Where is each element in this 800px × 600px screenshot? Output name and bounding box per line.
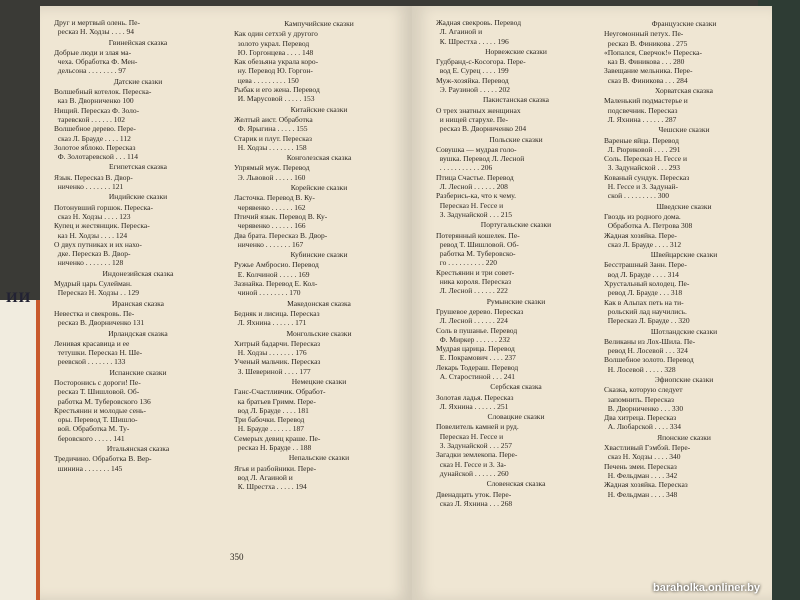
section-heading: Македонская сказка [287,298,351,308]
toc-entry: Крестьянин и три совет- ника короля. Пересказ Л. Лесной . . . . . . 222 [436,267,515,296]
toc-entry: Птица Счастье. Перевод Л. Лесной . . . . . . 208 [436,172,514,192]
toc-entry: Зазнайка. Перевод Е. Кол- чиной . . . . . . . . 170 [234,279,318,298]
section-heading: Гвинейская сказка [108,37,168,47]
toc-entry: Ружье Амбросио. Перевод Е. Колчиной . . . . . 169 [234,260,319,279]
section-heading: Иранская сказка [111,298,165,308]
toc-entry: Мудрый царь Сулейман. Пересказ Н. Ходзы . . 129 [54,279,139,298]
section-heading: Норвежские сказки [485,46,547,56]
section-heading: Словацкие сказки [487,412,545,422]
toc-entry: Желтый аист. Обработка Ф. Ярыгина . . . . . 155 [234,114,313,134]
section-heading: Монгольские сказки [286,328,352,338]
toc-entry: Муж-хозяйка. Перевод Э. Раузиной . . . . . 202 [436,75,510,95]
toc-entry: Упрямый муж. Перевод Э. Львовой . . . . . 160 [234,163,310,182]
toc-entry: Соль. Пересказ Н. Гессе и З. Задунайской . . . 293 [604,154,688,173]
toc-entry: Золотая ладья. Пересказ Л. Яхнина . . . . . . 251 [436,392,514,411]
toc-entry: Бесстрашный Занн. Пере- вод Л. Брауде . . . . 314 [604,260,687,279]
toc-entry: Сказка, которую следует запомнить. Пересказ В. Дворниченко . . . 330 [604,385,684,413]
section-heading: Польские сказки [489,134,543,144]
toc-entry: Великаны из Лох-Шила. Пе- ревод Н. Лосевой . . . 324 [604,336,696,356]
toc-entry: Лекарь Тодераш. Перевод А. Старостиной . . . 241 [436,362,519,381]
toc-entry: Повелитель камней и руд. Пересказ Н. Гессе и З. Задунайской . . . 257 [436,422,519,451]
toc-entry: Гвоздь из родного дома. Обработка А. Петрова 308 [604,211,693,231]
toc-entry: Купец и жестянщик. Переска- каз Н. Ходзы . . . . 124 [54,221,150,240]
toc-entry: О двух путниках и их нахо- дке. Пересказ В. Двор- ниченко . . . . . . . 128 [54,239,142,268]
background-book-text: ИИ [6,290,32,306]
toc-entry: Волшебное золото. Перевод Н. Лосевой . . . . . 328 [604,355,694,374]
toc-entry: Ласточка. Перевод В. Ку- черявенко . . . . . . 162 [234,193,315,212]
toc-entry: Крестьянин и молодые сень- оры. Перевод Т. Шишло- вой. Обработка М. Ту- беровского . . . . . 141 [54,405,146,443]
toc-entry: Завещание мельника. Пере- сказ В. Финикова . . . 284 [604,66,693,85]
section-heading: Швейцарские сказки [650,250,718,260]
section-heading: Египетская сказка [109,162,167,172]
toc-entry: Друг и мертвый олень. Пе- ресказ Н. Ходзы . . . . 94 [54,18,140,37]
toc-entry: Кованый сундук. Пересказ Н. Гессе и З. Задунай- ской . . . . . . . . . 300 [604,172,690,201]
section-heading: Датские сказки [113,76,163,86]
left-page-column-2 [234,18,404,492]
section-heading: Индийские сказки [108,192,168,202]
toc-entry: Ленивая красавица и ее тетушки. Пересказ Н. Ше- реевской . . . . . . . 133 [54,338,143,367]
toc-entry: Невестка и свекровь. Пе- ресказ В. Дворниченко 131 [54,308,145,328]
section-heading: Кубинские сказки [290,250,348,260]
section-heading: Шведские сказки [656,201,712,211]
section-heading: Румынские сказки [486,296,546,306]
toc-entry: Ученый мальчик. Пересказ З. Шевериной . . . . 177 [234,357,321,376]
section-heading: Непальские сказки [288,453,350,463]
toc-entry: Мудрая царица. Перевод Е. Покрамович . . . . 237 [436,344,516,363]
toc-entry: Нищий. Пересказ Ф. Золо- таревской . . . . . . 102 [54,105,140,124]
section-heading: Шотландские сказки [650,326,718,336]
section-heading: Эфиопские сказки [654,374,714,384]
section-heading: Конголезская сказка [286,153,352,163]
toc-entry: Птичий язык. Перевод В. Ку- черявенко . . . . . . 166 [234,211,328,231]
page-number: 350 [230,552,244,562]
toc-entry: Разберись-ка, что к чему. Пересказ Н. Гессе и З. Задунайской . . . 215 [436,191,516,219]
toc-entry: Старик и плут. Пересказ Н. Ходзы . . . . . . . 158 [234,133,312,152]
toc-entry: Хвастливый Гэмбэй. Пере- сказ Н. Ходзы . . . . 340 [604,443,691,462]
section-heading: Китайские сказки [290,104,348,114]
section-heading: Японские сказки [657,432,711,442]
toc-entry: Три бабочки. Перевод Н. Брауде . . . . . . 187 [234,415,305,434]
watermark-text: baraholka.onliner.by [653,582,760,594]
section-heading: Португальские сказки [480,220,552,230]
toc-entry: Потерянный кошелек. Пе- ревод Т. Шишловой. Об- работка М. Туберовско- го . . . . . . . . . . 220 [436,230,520,268]
toc-entry: Соль в пушанье. Перевод Ф. Миркер . . . . . . 232 [436,325,518,344]
toc-entry: Семерых девиц краше. Пе- ресказ Н. Брауде . . 188 [234,433,321,453]
toc-entry: Посторонись с дороги! Пе- ресказ Т. Шишловой. Об- работка М. Туберовского 136 [54,377,151,406]
left-page-column-1 [54,18,222,473]
toc-entry: Жадная хозяйка. Пересказ Н. Фельдман . . . . 348 [604,480,688,499]
toc-entry: Хрустальный колодец. Пе- ревод Л. Брауде . . . 318 [604,279,690,298]
section-heading: Хорватская сказка [655,86,713,96]
left-book-page [40,6,412,600]
section-heading: Испанские сказки [109,367,167,377]
toc-entry: Как в Альпах петь на ти- рольский лад научились. Пересказ Л. Брауде . . 320 [604,297,690,326]
section-heading: Индонезийская сказка [102,268,174,278]
section-heading: Итальянская сказка [106,444,170,454]
toc-entry: Ягья и разбойники. Пере- вод Л. Агаиной и К. Шрестха . . . . . 194 [234,463,317,492]
toc-entry: Грушевое дерево. Пересказ Л. Лесной . . . . . . 224 [436,306,524,326]
toc-entry: Маленький подмастерье и подсвечник. Пересказ Л. Яхнина . . . . . . 287 [604,96,688,124]
toc-entry: Два хитреца. Пересказ А. Любарской . . . . 334 [604,413,681,432]
section-heading: Корейские сказки [290,183,348,193]
toc-entry: Добрые люди и злая ма- чеха. Обработка Ф. Мен- дельсона . . . . . . . . 97 [54,47,138,76]
toc-entry: Жадная хозяйка. Пере- сказ Л. Брауде . . . . 312 [604,230,682,249]
section-heading: Французские сказки [651,19,717,28]
toc-entry: Золотое яблоко. Пересказ Ф. Золотаревской . . . 114 [54,142,138,162]
section-heading: Кампучийские сказки [284,19,354,28]
toc-entry: Волшебное дерево. Пере- сказ Л. Брауде . . . . 112 [54,124,136,143]
toc-entry: Жадная свекровь. Перевод Л. Агаиной и К. Шрестха . . . . . 196 [436,18,522,46]
right-page-column-1 [436,18,596,508]
section-heading: Чешские сказки [658,125,710,135]
toc-entry: Потонувший горшок. Переска- сказ Н. Ходзы . . . . 123 [54,202,153,221]
toc-entry: Вареные яйца. Перевод Л. Рюриковой . . . . 291 [604,135,681,154]
toc-entry: Загадки землекопа. Пере- сказ Н. Гессе и З. За- дунайской . . . . . . 260 [436,450,518,478]
toc-entry: Бедняк и лисица. Пересказ Л. Яхнина . . . . . . 171 [234,308,320,328]
right-book-page [412,6,772,600]
toc-entry: Рыбак и его жена. Перевод И. Марусовой . . . . . 153 [234,85,320,104]
toc-entry: Совушка — мудрая голо- вушка. Перевод Л. Лесной . . . . . . . . . . . 206 [436,144,525,173]
right-page-column-2 [604,18,764,499]
toc-entry: Два брата. Пересказ В. Двор- ниченко . . . . . . . 167 [234,230,328,249]
toc-entry: Ганс-Счастливчик. Обработ- ка братьев Гримм. Пере- вод Л. Брауде . . . . 181 [234,387,326,415]
toc-entry: Хитрый бадарчи. Пересказ Н. Ходзы . . . . . . . 176 [234,338,321,358]
toc-entry: Двенадцать уток. Пере- сказ Л. Яхнина . . . 268 [436,489,513,508]
toc-entry: «Попался, Сверчок!» Переска- каз В. Финикова . . . 280 [604,47,702,67]
toc-entry: Тредичино. Обработка В. Вер- шинина . . . . . . . 145 [54,454,152,473]
toc-entry: Печень змеи. Пересказ Н. Фельдман . . . . 342 [604,461,678,480]
toc-entry: Язык. Пересказ В. Двор- ниченко . . . . . . . 121 [54,172,133,192]
section-heading: Сербская сказка [490,382,542,392]
toc-entry: Как обезьяна украла коро- ну. Перевод Ю. Горгон- цева . . . . . . . . . 150 [234,57,319,85]
toc-entry: О трех знатных женщинах и нищей старухе. Пе- ресказ В. Дворниченко 204 [436,105,527,134]
toc-entry: Как один сетхэй у другого золото украл. Перевод Ю. Горгонцева . . . . 148 [234,29,318,57]
toc-entry: Гудбранд-с-Косогора. Пере- вод Е. Сурец . . . . 199 [436,57,526,76]
section-heading: Пакистанская сказка [483,95,549,105]
section-heading: Словенская сказка [486,479,546,489]
background-book-page [0,300,36,600]
section-heading: Ирландская сказка [108,328,168,338]
toc-entry: Неугомонный петух. Пе- ресказ В. Финикова . 275 [604,29,688,48]
toc-entry: Волшебный котелок. Переска- каз В. Дворниченко 100 [54,87,152,106]
section-heading: Немецкие сказки [291,376,347,386]
